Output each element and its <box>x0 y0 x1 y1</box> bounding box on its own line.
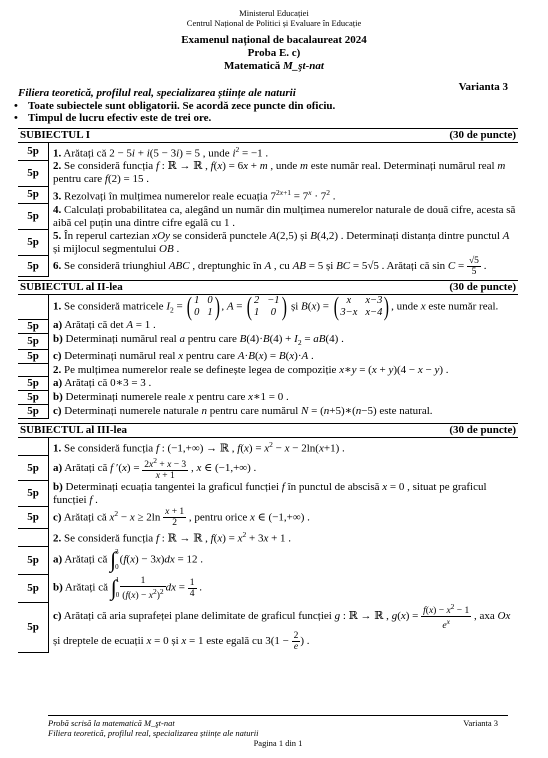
rule-1: • Toate subiectele sunt obligatorii. Se acordă zece puncte din oficiu. <box>14 99 336 112</box>
s2-item-2c: 5p c) Determinați numerele naturale n pentru care numărul N = (n+5)∗(n−5) este natural. <box>18 405 518 419</box>
subject3-header: SUBIECTUL al III-lea (30 de puncte) <box>20 424 516 436</box>
s3-item-1b: 5p b) Determinați ecuația tangentei la graficul funcției f în punctul de abscisă x = 0 , situat pe graficul funcției f . <box>18 481 518 507</box>
s1-item-2: 5p 2. Se consideră funcția f : ℝ → ℝ , f(x) = 6x + m , unde m este număr real. Determinați numărul real m pentru care f(2) = 15 . <box>18 160 518 186</box>
rule-2: • Timpul de lucru efectiv este de trei ore. <box>14 112 212 124</box>
variant-label: Varianta 3 <box>458 81 508 93</box>
page-footer <box>48 715 508 748</box>
s2-intro-2: 2. Pe mulțimea numerelor reale se definește legea de compoziție x∗y = (x + y)(4 − x − y) . <box>18 364 518 377</box>
s2-item-2a: 5p a) Arătați că 0∗3 = 3 . <box>18 377 518 391</box>
s3-item-2a: 5p a) Arătați că ∫ 3 0 (f(x) − 3x)dx = 12 . <box>18 546 518 574</box>
profile-line: Filiera teoretică, profilul real, specializarea științe ale naturii <box>18 87 296 99</box>
ministry-name: Ministerul Educației <box>239 8 309 18</box>
s1-item-5: 5p 5. În reperul cartezian xOy se consideră punctele A(2,5) și B(4,2) . Determinați distanța dintre punctul A și mijlocul segmentului OB . <box>18 230 518 256</box>
s2-item-2b: 5p b) Determinați numerele reale x pentru care x∗1 = 0 . <box>18 391 518 405</box>
subject2-header: SUBIECTUL al II-lea (30 de puncte) <box>20 281 516 294</box>
s1-item-1: 5p 1. Arătați că 2 − 5i + i(5 − 3i) = 5 , unde $i^2 = -1$ . <box>18 143 518 161</box>
footer-line1: Probă scrisă la matematică M_şt-nat <box>48 718 175 728</box>
s2-item-1a: 5p a) Arătați că det A = 1 . <box>18 319 518 333</box>
footer-variant: Varianta 3 <box>463 718 498 728</box>
s3-item-1a: 5p a) Arătați că f ′(x) = $\frac{2x^2 + x - 3}{x + 1}$ , x ∈ (−1,+∞) . <box>18 456 518 481</box>
s1-item-3: 5p 3. Rezolvați în mulțimea numerelor reale ecuația $7^{2x+1} = 7^x \cdot 7^2$ . <box>18 186 518 204</box>
s3-intro-2: 2. Se consideră funcția f : ℝ → ℝ , $f(x) = x^2 + 3x + 1$ . <box>18 528 518 546</box>
s3-item-2c: 5p c) Arătați că aria suprafeței plane delimitate de graficul funcției g : ℝ → ℝ , g(x) = $\frac{f(x) - x^2 - 1}{e^x}$ , axa Ox și dreptele de ecuații x = 0 și x = 1 este egală cu 3(1 − $\frac{2}{e}$ ) . <box>18 602 518 652</box>
s3-item-1c: 5p c) Arătați că $x^2 - x \ge 2\ln$ $\frac{x + 1}{2}$ , pentru orice x ∈ (−1,+∞) . <box>18 507 518 529</box>
subject2-items <box>18 292 518 419</box>
center-name: Centrul Național de Politici și Evaluare în Educație <box>186 18 362 28</box>
s2-item-1c: 5p c) Determinați numărul real x pentru care A·B(x) = B(x)·A . <box>18 350 518 364</box>
footer-page: Pagina 1 din 1 <box>253 738 303 748</box>
exam-title: Examenul național de bacalaureat 2024 <box>181 34 367 46</box>
subject1-header: SUBIECTUL I (30 de puncte) <box>20 128 516 141</box>
s3-intro-1: 1. Se consideră funcția f : (−1,+∞) → ℝ , $f(x) = x^2 - x - 2\ln(x+1)$ . <box>18 438 518 456</box>
s3-item-2b: 5p b) Arătați că ∫ 1 0 $\frac{1}{(f(x) - x^2)^2}$ dx = $\frac{1}{4}$ . <box>18 574 518 602</box>
subject3-items <box>18 438 518 653</box>
subject1-items <box>18 143 518 278</box>
s2-intro-1: 1. Se consideră matricele $I_2$ = ( 1 0 0 1 ) , A = ( 2 −1 1 0 ) și B(x) = ( x x−3 3−x x−4 ) , unde x este număr real. <box>18 295 518 319</box>
footer-line2: Filiera teoretică, profilul real, specializarea științe ale naturii <box>48 728 259 738</box>
proba-title: Proba E. c) <box>247 47 301 59</box>
s1-item-6: 5p 6. Se consideră triunghiul ABC , dreptunghic în A , cu AB = 5 și BC = 5√5 . Arătați că sin C = $\frac{√5}{5}$ . <box>18 256 518 277</box>
s2-item-1b: 5p b) Determinați numărul real a pentru care $B(4)\cdot B(4) + I_2 = aB(4)$ . <box>18 333 518 349</box>
s1-item-4: 5p 4. Calculați probabilitatea ca, alegând un număr din mulțimea numerelor naturale de două cifre, acesta să aibă cel puțin una dintre cifre egală cu 1 . <box>18 204 518 230</box>
subject-title: Matematică M_şt-nat <box>224 60 324 72</box>
